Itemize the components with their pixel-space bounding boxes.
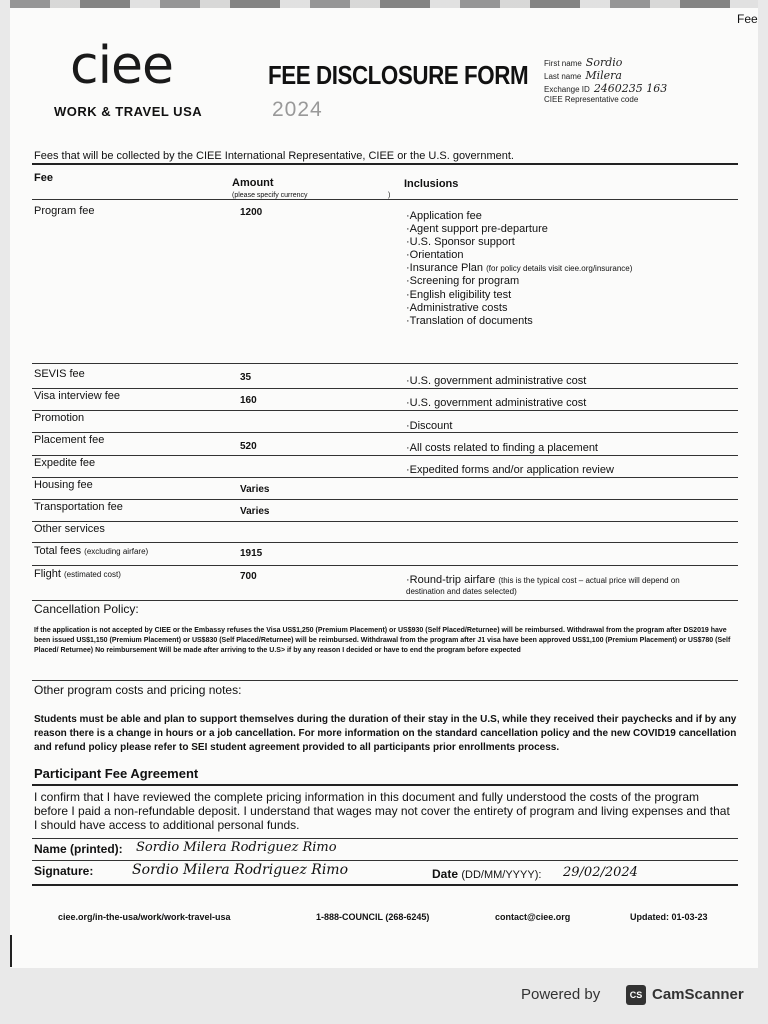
camscanner-badge: CS	[629, 990, 643, 1000]
fee-name-placement: Placement fee	[34, 434, 105, 446]
fee-name-total-note: (excluding airfare)	[84, 547, 149, 556]
last-name-label: Last name	[544, 72, 582, 81]
first-name-label: First name	[544, 59, 582, 68]
divider	[32, 860, 738, 861]
fee-name-visa-interview: Visa interview fee	[34, 390, 121, 402]
fee-name-expedite: Expedite fee	[34, 457, 96, 469]
fee-inclusion-flight	[406, 575, 706, 597]
exchange-id-label: Exchange ID	[544, 85, 590, 94]
divider	[32, 884, 738, 886]
divider	[32, 542, 738, 543]
list-item	[406, 262, 632, 275]
fee-inclusion-flight-text: ·Round-trip airfare	[406, 574, 496, 586]
signature-label: Signature:	[34, 864, 94, 878]
fee-name-program: Program fee	[34, 205, 95, 217]
list-item: ·U.S. Sponsor support	[406, 236, 515, 249]
footer-email: contact@ciee.org	[495, 912, 571, 922]
column-header-amount-note-end: )	[388, 192, 391, 199]
insurance-note: (for policy details visit ciee.org/insurance)	[486, 264, 633, 274]
name-printed-value: Sordio Milera Rodriguez Rimo	[136, 840, 337, 855]
rep-code-row	[544, 95, 754, 108]
fee-name-transportation: Transportation fee	[34, 501, 123, 513]
footer-updated: Updated: 01-03-23	[630, 912, 708, 922]
fee-name-sevis: SEVIS fee	[34, 368, 85, 380]
footer-website: ciee.org/in-the-usa/work/work-travel-usa	[58, 912, 231, 922]
first-name-value: Sordio	[585, 56, 623, 69]
list-item: ·Administrative costs	[406, 301, 508, 314]
list-item-text: ·Insurance Plan	[406, 262, 484, 275]
fee-inclusion-promotion: ·Discount	[406, 420, 453, 432]
camscanner-logo-icon	[626, 985, 646, 1005]
exchange-id-value: 2460235 163	[593, 82, 668, 95]
corner-text: Fee	[737, 12, 758, 26]
last-name-value: Milera	[585, 69, 622, 82]
list-item: ·Screening for program	[406, 275, 520, 288]
camscanner-brand: CamScanner	[652, 986, 744, 1003]
divider	[32, 838, 738, 839]
scan-edge-artifact	[10, 935, 12, 967]
fee-name-other-services: Other services	[34, 523, 105, 535]
fee-name-flight-text: Flight	[34, 568, 61, 580]
list-item: ·Agent support pre-departure	[406, 223, 548, 236]
first-name-row	[544, 56, 754, 69]
fee-name-total	[34, 545, 148, 557]
divider	[32, 499, 738, 500]
form-year: 2024	[272, 98, 323, 121]
divider	[32, 432, 738, 433]
divider	[32, 565, 738, 566]
fee-amount-placement: 520	[240, 441, 257, 452]
logo-subtitle: WORK & TRAVEL USA	[54, 104, 203, 119]
fee-inclusion-flight-note: (this is the typical cost – actual price will depend on destination and dates selected)	[406, 576, 680, 596]
list-item: ·Orientation	[406, 249, 464, 262]
fee-amount-visa-interview: 160	[240, 395, 257, 406]
rep-code-label: CIEE Representative code	[544, 95, 639, 104]
scanned-document	[10, 0, 758, 968]
fee-inclusion-sevis: ·U.S. government administrative cost	[406, 375, 587, 387]
divider	[32, 521, 738, 522]
program-fee-inclusions	[406, 210, 632, 328]
date-label	[432, 867, 541, 881]
divider	[32, 363, 738, 364]
fees-intro: Fees that will be collected by the CIEE International Representative, CIEE or the U.S. government.	[34, 150, 514, 162]
fee-amount-flight: 700	[240, 571, 257, 582]
divider	[32, 600, 738, 601]
list-item: ·Application fee	[406, 210, 482, 222]
ciee-logo: ciee	[70, 36, 174, 96]
list-item: ·English eligibility test	[406, 288, 512, 301]
agreement-text: I confirm that I have reviewed the complete pricing information in this document and fully understood the costs of the program before I paid a non-refundable deposit. I understand that wages may not cover the entirety of program and living expenses and that I should have access to additional personal funds.	[34, 790, 730, 832]
cancellation-text: If the application is not accepted by CIEE or the Embassy refuses the Visa US$1,250 (Premium Placement) or US$930 (Self Placed/Returnee) will be reimbursed. Withdrawal from the program after DS2019 have been issued US$1,150 (Premium Placement) or US$830 (Self Placed/Returnee) will be reimbursed. Withdrawal from the program after J1 visa have been approved US$1,100 (Premium Placement) or US$780 (Self Placed/ Returnee) No reimbursement Will be made after arriving to the U.S> if by any reason I decided or have to end the program before expected	[34, 627, 731, 654]
signature-value: Sordio Milera Rodriguez Rimo	[132, 862, 349, 878]
divider	[32, 680, 738, 681]
cancellation-title: Cancellation Policy:	[34, 602, 139, 616]
last-name-row	[544, 69, 754, 82]
fee-inclusion-expedite: ·Expedited forms and/or application review	[406, 464, 614, 476]
form-title: FEE DISCLOSURE FORM	[268, 60, 529, 90]
divider	[32, 388, 738, 389]
divider	[32, 410, 738, 411]
column-header-inclusions: Inclusions	[404, 178, 459, 190]
fee-inclusion-visa-interview: ·U.S. government administrative cost	[406, 397, 587, 409]
footer-phone: 1-888-COUNCIL (268-6245)	[316, 912, 430, 922]
other-costs-text: Students must be able and plan to support themselves during the duration of their stay in the U.S, while they received their paychecks and if by any reason there is a change in hours or a job cancellation. For more information on the standard cancellation policy and the new COVID19 cancellation and refund policy please refer to SEI student agreement provided to all participants prior enrollments process.	[34, 714, 737, 753]
list-item: ·Translation of documents	[406, 314, 533, 327]
fee-amount-sevis: 35	[240, 372, 252, 383]
fee-amount-housing: Varies	[240, 484, 270, 495]
exchange-id-row	[544, 82, 754, 95]
divider	[32, 455, 738, 456]
fee-amount-transportation: Varies	[240, 506, 270, 517]
fee-amount-program: 1200	[240, 207, 263, 218]
other-costs-title: Other program costs and pricing notes:	[34, 683, 242, 697]
divider	[32, 163, 738, 165]
column-header-amount: Amount	[232, 177, 274, 189]
divider	[32, 477, 738, 478]
fee-name-flight-note: (estimated cost)	[63, 570, 121, 579]
fee-name-total-text: Total fees	[34, 545, 82, 557]
date-value: 29/02/2024	[563, 865, 638, 880]
powered-by-text: Powered by	[521, 986, 601, 1003]
fee-name-flight	[34, 568, 121, 580]
column-header-fee: Fee	[34, 172, 53, 184]
fee-inclusion-placement: ·All costs related to finding a placement	[406, 442, 598, 454]
fee-name-promotion: Promotion	[34, 412, 85, 424]
date-label-text: Date	[432, 867, 459, 881]
agreement-title: Participant Fee Agreement	[34, 766, 199, 781]
scan-edge-artifact	[10, 0, 758, 8]
fee-name-housing: Housing fee	[34, 479, 93, 491]
identity-block	[544, 56, 754, 108]
name-printed-label: Name (printed):	[34, 842, 123, 856]
column-header-amount-note: (please specify currency	[232, 192, 308, 199]
date-format: (DD/MM/YYYY):	[461, 869, 542, 881]
fee-amount-total: 1915	[240, 548, 263, 559]
divider	[32, 784, 738, 786]
divider	[32, 199, 738, 200]
